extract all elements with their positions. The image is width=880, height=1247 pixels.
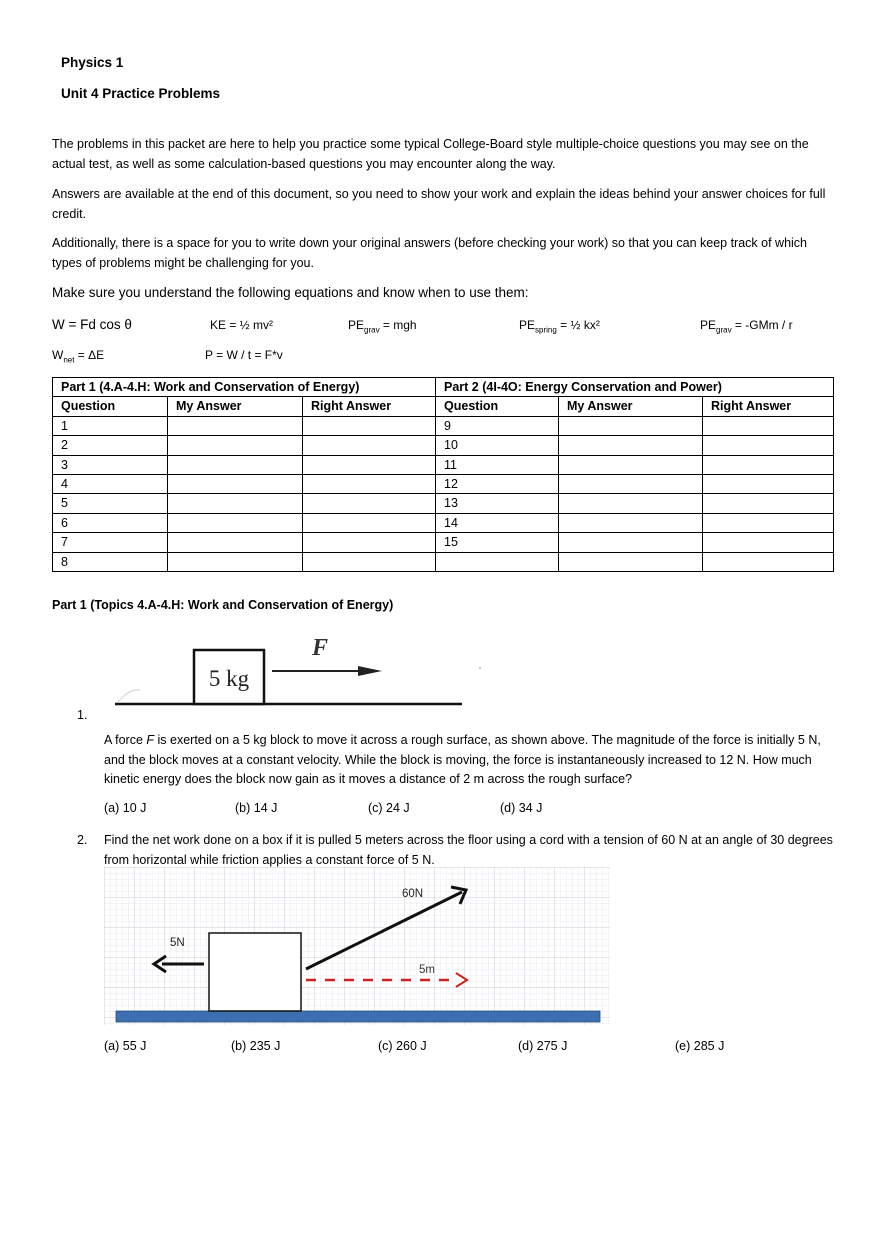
- right-answer-cell[interactable]: [703, 552, 834, 571]
- question-number: 15: [436, 533, 559, 552]
- q1-choice-b[interactable]: (b) 14 J: [235, 801, 278, 815]
- scribble-mark: [118, 690, 140, 702]
- q2-choice-d[interactable]: (d) 275 J: [518, 1039, 568, 1053]
- my-answer-cell[interactable]: [559, 494, 703, 513]
- question-number: 8: [53, 552, 168, 571]
- question-number: [436, 552, 559, 571]
- column-header-question: Question: [436, 397, 559, 416]
- my-answer-cell[interactable]: [559, 533, 703, 552]
- part1-table-title: Part 1 (4.A-4.H: Work and Conservation of Energy): [53, 378, 436, 397]
- my-answer-cell[interactable]: [168, 455, 303, 474]
- column-header-right-answer: Right Answer: [703, 397, 834, 416]
- question-number: 6: [53, 513, 168, 532]
- q1-choice-d[interactable]: (d) 34 J: [500, 801, 543, 815]
- right-answer-cell[interactable]: [703, 436, 834, 455]
- my-answer-cell[interactable]: [168, 474, 303, 493]
- distance-label: 5m: [419, 964, 435, 976]
- table-row: [53, 416, 834, 435]
- my-answer-cell[interactable]: [168, 416, 303, 435]
- right-answer-cell[interactable]: [703, 455, 834, 474]
- q2-number: 2.: [77, 833, 88, 847]
- question-number: 1: [53, 416, 168, 435]
- speck-mark: [479, 667, 481, 669]
- my-answer-cell[interactable]: [559, 552, 703, 571]
- right-answer-cell[interactable]: [303, 494, 436, 513]
- force-arrow-head: [358, 666, 382, 676]
- column-header-right-answer: Right Answer: [303, 397, 436, 416]
- answer-table: [52, 377, 834, 572]
- table-row: [53, 552, 834, 571]
- q2-choice-a[interactable]: (a) 55 J: [104, 1039, 147, 1053]
- table-row: [53, 436, 834, 455]
- equation-kinetic-energy: KE = ½ mv²: [210, 318, 274, 332]
- my-answer-cell[interactable]: [168, 494, 303, 513]
- table-row: [53, 533, 834, 552]
- question-number: 12: [436, 474, 559, 493]
- right-answer-cell[interactable]: [303, 533, 436, 552]
- right-answer-cell[interactable]: [303, 513, 436, 532]
- right-answer-cell[interactable]: [303, 552, 436, 571]
- my-answer-cell[interactable]: [168, 552, 303, 571]
- right-answer-cell[interactable]: [703, 416, 834, 435]
- column-header-my-answer: My Answer: [168, 397, 303, 416]
- equation-power: P = W / t = F*v: [205, 348, 283, 362]
- page-title: Unit 4 Practice Problems: [61, 86, 221, 101]
- right-answer-cell[interactable]: [303, 416, 436, 435]
- q1-block-force-figure: [100, 628, 500, 720]
- q1-text: A force F is exerted on a 5 kg block to move it across a rough surface, as shown above. The magnitude of the force is initially 5 N, and the block moves at a constant velocity. While the block is moving, the force is instantaneously increased to 12 N. How much kinetic energy does the block now gain as it moves a distance of 2 m across the rough surface?: [104, 733, 821, 786]
- equation-pe-spring: $PE_{spring}$ = ½ kx²: [519, 318, 600, 335]
- question-number: 9: [436, 416, 559, 435]
- table-row: [53, 455, 834, 474]
- table-row: [53, 474, 834, 493]
- force-label: F: [312, 635, 329, 661]
- question-number: 3: [53, 455, 168, 474]
- right-answer-cell[interactable]: [703, 494, 834, 513]
- intro-paragraph-3: Additionally, there is a space for you to write down your original answers (before checking your work) so that you can keep track of which types of problems might be challenging for you.: [52, 236, 807, 270]
- tension-label: 60N: [402, 888, 424, 900]
- question-number: 4: [53, 474, 168, 493]
- my-answer-cell[interactable]: [168, 513, 303, 532]
- right-answer-cell[interactable]: [303, 436, 436, 455]
- right-answer-cell[interactable]: [303, 455, 436, 474]
- question-number: 2: [53, 436, 168, 455]
- my-answer-cell[interactable]: [168, 436, 303, 455]
- my-answer-cell[interactable]: [559, 436, 703, 455]
- course-title: Physics 1: [61, 55, 124, 70]
- table-row: [53, 513, 834, 532]
- right-answer-cell[interactable]: [303, 474, 436, 493]
- floor: [116, 1011, 600, 1022]
- question-number: 5: [53, 494, 168, 513]
- equation-work: W = Fd cos θ: [52, 317, 132, 332]
- box: [209, 933, 301, 1011]
- question-number: 13: [436, 494, 559, 513]
- intro-paragraph-4: Make sure you understand the following equations and know when to use them:: [52, 285, 529, 300]
- q2-choice-e[interactable]: (e) 285 J: [675, 1039, 725, 1053]
- equation-pe-grav: $PE_{grav}$ = mgh: [348, 318, 417, 335]
- q2-text: Find the net work done on a box if it is pulled 5 meters across the floor using a cord with a tension of 60 N at an angle of 30 degrees from horizontal while friction applies a constant force of 5 N.: [104, 833, 833, 867]
- block-mass-label: 5 kg: [208, 666, 250, 691]
- q2-box-pull-figure: [104, 867, 610, 1025]
- q1-choice-a[interactable]: (a) 10 J: [104, 801, 147, 815]
- my-answer-cell[interactable]: [168, 533, 303, 552]
- my-answer-cell[interactable]: [559, 513, 703, 532]
- equation-net-work: $W_{net} = \Delta E$: [52, 348, 105, 365]
- right-answer-cell[interactable]: [703, 533, 834, 552]
- question-number: 14: [436, 513, 559, 532]
- table-row: [53, 494, 834, 513]
- question-number: 7: [53, 533, 168, 552]
- equation-pe-grav-universal: $PE_{grav} = -GMm / r$: [700, 318, 793, 335]
- q1-number: 1.: [77, 708, 88, 722]
- q2-choice-c[interactable]: (c) 260 J: [378, 1039, 427, 1053]
- q2-choice-b[interactable]: (b) 235 J: [231, 1039, 281, 1053]
- column-header-question: Question: [53, 397, 168, 416]
- question-number: 11: [436, 455, 559, 474]
- my-answer-cell[interactable]: [559, 455, 703, 474]
- question-number: 10: [436, 436, 559, 455]
- part2-table-title: Part 2 (4I-4O: Energy Conservation and Power): [436, 378, 834, 397]
- column-header-my-answer: My Answer: [559, 397, 703, 416]
- part1-heading: Part 1 (Topics 4.A-4.H: Work and Conservation of Energy): [52, 598, 394, 612]
- intro-paragraph-1: The problems in this packet are here to help you practice some typical College-Board style multiple-choice questions you may see on the actual test, as well as some calculation-based questions you may encounter along the way.: [52, 137, 809, 171]
- my-answer-cell[interactable]: [559, 474, 703, 493]
- intro-paragraph-2: Answers are available at the end of this document, so you need to show your work and explain the ideas behind your answer choices for full credit.: [52, 187, 826, 221]
- right-answer-cell[interactable]: [703, 513, 834, 532]
- friction-label: 5N: [170, 937, 185, 949]
- right-answer-cell[interactable]: [703, 474, 834, 493]
- q1-choice-c[interactable]: (c) 24 J: [368, 801, 410, 815]
- my-answer-cell[interactable]: [559, 416, 703, 435]
